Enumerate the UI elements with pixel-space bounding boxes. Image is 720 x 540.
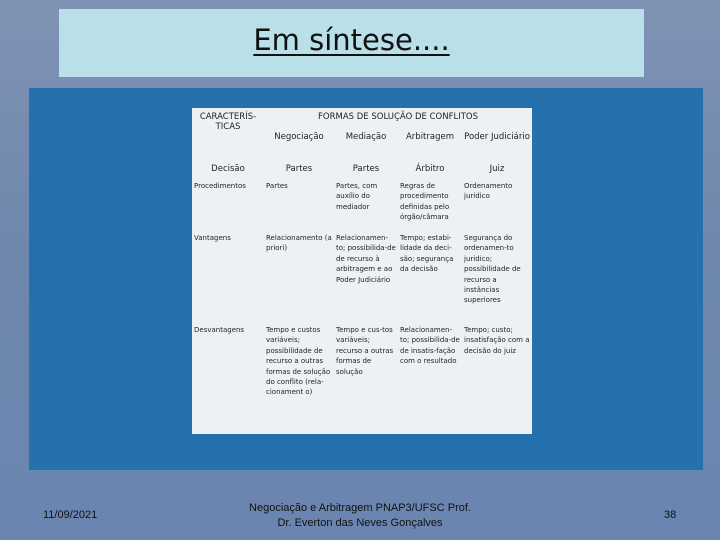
row-label: Desvantagens — [194, 326, 245, 334]
table-row — [192, 180, 532, 233]
table-cell: Segurança do ordenamen-to jurídico; possibilidade de recurso a instâncias superiores — [464, 234, 521, 305]
forms-of-solution-header: FORMAS DE SOLUÇÃO DE CONFLITOS — [318, 112, 479, 122]
footer-date: 11/09/2021 — [43, 509, 98, 521]
table-cell: Relacionamen-to; possibilida-de de recurso à arbitragem e ao Poder Judiciário — [336, 234, 396, 284]
table-cell: Ordenamento jurídico — [464, 182, 513, 201]
column-header: Negociação — [274, 132, 324, 142]
table-cell: Tempo; estabi-lidade da deci-são; segurança da decisão — [400, 234, 454, 274]
table-row — [192, 325, 532, 398]
characteristics-header: CARACTERÍS-TICAS — [199, 112, 257, 132]
table-cell: Partes — [352, 164, 380, 174]
comparison-table-card — [192, 108, 532, 434]
table-row — [192, 233, 532, 325]
table-cell: Relacionamen-to; possibilida-de de insatis-fação com o resultado — [400, 326, 460, 366]
table-cell: Árbitro — [415, 164, 445, 174]
table-cell: Relacionamento (a priori) — [266, 234, 332, 253]
column-header: Arbitragem — [405, 132, 454, 142]
footer-professor-line: Dr. Everton das Neves Gonçalves — [277, 517, 443, 529]
table-cell: Partes — [285, 164, 313, 174]
table-cell: Partes — [266, 182, 288, 190]
title-box — [59, 9, 644, 77]
table-cell: Tempo e custos variáveis; possibilidade de recurso a outras formas de solução do conflito (rela-cionament o) — [266, 326, 331, 397]
column-header: Poder Judiciário — [464, 132, 530, 142]
table-cell: Tempo e cus-tos variáveis; recurso a outras formas de solução — [336, 326, 394, 376]
footer-course-info — [220, 501, 500, 531]
page-number: 38 — [664, 509, 677, 521]
table-cell: Partes, com auxílio do mediador — [336, 182, 378, 211]
table-cell: Juiz — [489, 164, 505, 174]
table-header-row — [192, 108, 532, 122]
table-cell: Tempo; custo; insatisfação com a decisão do juiz — [464, 326, 530, 355]
footer-course-line: Negociação e Arbitragem PNAP3/UFSC Prof. — [249, 502, 471, 514]
table-row — [192, 162, 532, 180]
slide-title: Em síntese.... — [253, 23, 450, 57]
row-label: Procedimentos — [194, 182, 246, 190]
comparison-table — [192, 108, 532, 398]
row-label: Vantagens — [194, 234, 231, 242]
column-header: Mediação — [345, 132, 387, 142]
row-label: Decisão — [211, 164, 245, 174]
table-cell: Regras de procedimento definidas pelo órgão/câmara — [400, 182, 450, 222]
